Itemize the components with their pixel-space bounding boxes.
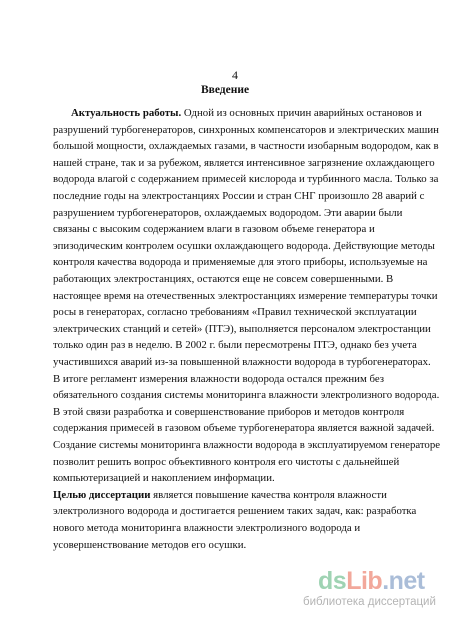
line-text: работающих электростанциях, остаются еще не совсем совершенными. В (53, 273, 394, 285)
line-text: электролизного водорода и достигается решением таких задач, как: разработка (53, 505, 417, 518)
text-line (53, 155, 435, 171)
line-text: Одной из основных причин аварийных остановов и (181, 107, 422, 119)
text-line (53, 420, 434, 436)
line-text: разрушением турбогенераторов, охлаждаемых водородом. Эти аварии были (53, 206, 403, 219)
text-line (53, 371, 384, 387)
text-line (53, 271, 393, 287)
logo-part-net: .net (382, 567, 425, 595)
line-text: содержания примесей в газовом объеме турбогенератора является важной задачей. (53, 422, 435, 435)
line-text: В этой связи разработка и совершенствование приборов и методов контроля (53, 405, 405, 418)
text-line (53, 221, 375, 237)
line-text: Создание системы мониторинга влажности водорода в эксплуатируемом генераторе (53, 439, 441, 451)
text-line (53, 437, 440, 453)
line-text: нового метода мониторинга влажности электролизного водорода и (53, 522, 361, 534)
line-text: настоящее время на отечественных электростанциях измерение температуры точки (53, 289, 438, 302)
line-text: последние годы на электростанциях России и стран СНГ произошло 28 аварий с (53, 190, 425, 202)
line-text: является повышение качества контроля влажности (150, 488, 387, 501)
dslib-logo (318, 567, 425, 596)
text-line (53, 205, 402, 221)
line-text: эпизодическим контролем осушки охлаждающего водорода. Действующие методы (53, 239, 435, 252)
line-text: связаны с высоким содержанием влаги в газовом объеме генератора и (53, 223, 375, 236)
text-line (53, 470, 275, 486)
text-line (53, 337, 417, 353)
text-line (53, 537, 246, 553)
text-line (53, 238, 435, 254)
line-text: электрических станций и сетей» (ПТЭ), выполняется персоналом электростанции (53, 322, 431, 335)
bold-lead: Целью диссертации (53, 488, 151, 501)
section-heading: Введение (200, 84, 250, 96)
text-line (53, 404, 404, 420)
line-text: только один раз в неделю. В 2002 г. были пересмотрены ПТЭ, однако без учета (53, 339, 417, 352)
bold-lead: Актуальность работы. (71, 107, 182, 119)
line-text: большой мощности, охлаждаемых газами, в частности изобарным водородом, как в (53, 140, 439, 153)
text-line (53, 122, 439, 138)
watermark-caption: библиотека диссертаций (303, 596, 436, 608)
text-line (53, 254, 427, 270)
line-text: участившихся аварий из-за повышенной влажности водорода в турбогенераторах. (53, 356, 431, 368)
logo-part-lib: Lib (346, 567, 383, 595)
line-text: росы в генераторах, согласно требованиям «Правил технической эксплуатации (53, 306, 417, 319)
text-line (53, 188, 424, 204)
text-line (53, 171, 438, 187)
line-text: контроля качества водорода и применяемые для этого приборы, используемые на (53, 256, 428, 269)
text-line (53, 487, 387, 503)
line-text: обязательного создания системы мониторинга влажности электролизного водорода. (53, 389, 440, 402)
text-line (53, 354, 431, 370)
text-line (53, 288, 438, 304)
text-line (53, 138, 439, 154)
logo-part-ds: ds (318, 567, 347, 595)
line-text: водорода влагой с содержанием примесей кислорода и турбинного масла. Только за (53, 173, 439, 186)
text-line (71, 105, 422, 121)
dslib-watermark[interactable] (303, 567, 444, 613)
line-text: нашей стране, так и за рубежом, является интенсивное загрязнение охлаждающего (53, 156, 435, 169)
line-text: В итоге регламент измерения влажности водорода остался прежним без (53, 372, 385, 385)
line-text: компьютеризацией и накоплением информации. (53, 472, 275, 485)
text-line (53, 387, 439, 403)
line-text: позволит решить вопрос объективного контроля его чистоты с дальнейшей (53, 455, 400, 468)
text-line (53, 454, 399, 470)
text-line (53, 304, 417, 320)
line-text: разрушений турбогенераторов, синхронных компенсаторов и электрических машин (53, 123, 439, 136)
page-number: 4 (232, 68, 238, 82)
text-line (53, 520, 360, 536)
text-line (53, 503, 416, 519)
line-text: усовершенствование методов его осушки. (53, 538, 247, 551)
text-line (53, 321, 431, 337)
